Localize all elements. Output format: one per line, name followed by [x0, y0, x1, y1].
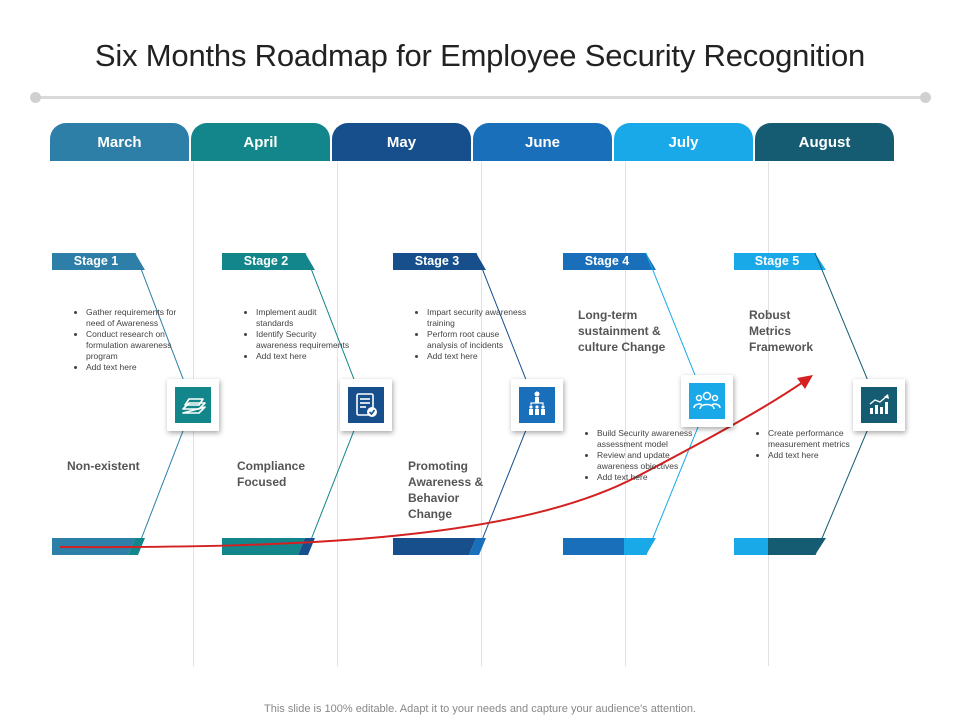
stage-3-status: Promoting Awareness & Behavior Change	[408, 459, 484, 521]
stage-3-bullets	[407, 307, 527, 362]
stage-5-icon-box	[853, 379, 905, 431]
list-item: • Add text here	[427, 351, 527, 362]
tab-april: April	[191, 123, 330, 161]
checklist-icon	[348, 387, 384, 423]
stage-2-tag: Stage 2	[243, 254, 289, 268]
stage-3-icon-box	[511, 379, 563, 431]
list-item: • Impart security awareness training	[427, 307, 527, 329]
stage-4-tag: Stage 4	[584, 254, 630, 268]
stage-2-icon-box	[340, 379, 392, 431]
team-icon	[689, 383, 725, 419]
stage-1-icon-box	[167, 379, 219, 431]
stage-4-bottom-bar	[563, 538, 624, 555]
stage-1-status: Non-existent	[67, 459, 140, 473]
list-item: • Add text here	[768, 450, 852, 461]
list-item: • Add text here	[597, 472, 697, 483]
progress-arrow-head	[797, 375, 813, 389]
list-item: • Implement audit standards	[256, 307, 352, 329]
hierarchy-icon	[519, 387, 555, 423]
stage-4-bullets	[577, 428, 697, 483]
stage-2-bullets	[236, 307, 352, 362]
stage-5-bullets	[748, 428, 852, 461]
stage-5-bottom-bar	[734, 538, 768, 555]
stage-4-heading: Long-term sustainment & culture Change	[578, 308, 666, 354]
list-item: • Identify Security awareness requirements	[256, 329, 352, 351]
stage-5-bottom-tip	[768, 538, 826, 555]
tab-march: March	[50, 123, 189, 161]
tab-june: June	[473, 123, 612, 161]
layers-icon	[175, 387, 211, 423]
stage-4-bottom-tip	[624, 538, 656, 555]
footer-note: This slide is 100% editable. Adapt it to your needs and capture your audience's attention.	[264, 703, 696, 715]
stage-2-bottom-bar	[222, 538, 305, 555]
list-item: • Review and update awareness objectives	[597, 450, 697, 472]
tab-may: May	[332, 123, 471, 161]
tab-july: July	[614, 123, 753, 161]
growth-chart-icon	[861, 387, 897, 423]
page-title: Six Months Roadmap for Employee Security Recognition	[94, 38, 866, 73]
list-item: • Build Security awareness assessment model	[597, 428, 697, 450]
stage-1-bullets	[66, 307, 182, 373]
list-item: • Create performance measurement metrics	[768, 428, 852, 450]
list-item: • Add text here	[86, 362, 182, 373]
stage-5-tag: Stage 5	[754, 254, 800, 268]
stage-1-tag: Stage 1	[73, 254, 119, 268]
stage-2-status: Compliance Focused	[237, 459, 306, 489]
list-item: • Perform root cause analysis of incidents	[427, 329, 527, 351]
list-item: • Add text here	[256, 351, 352, 362]
stage-4-icon-box	[681, 375, 733, 427]
tab-august: August	[755, 123, 894, 161]
list-item: • Conduct research on formulation awareness program	[86, 329, 182, 362]
stage-3-tag: Stage 3	[414, 254, 460, 268]
stage-5-heading: Robust Metrics Framework	[749, 308, 814, 354]
stage-3-bottom-bar	[393, 538, 476, 555]
list-item: • Gather requirements for need of Awareness	[86, 307, 182, 329]
